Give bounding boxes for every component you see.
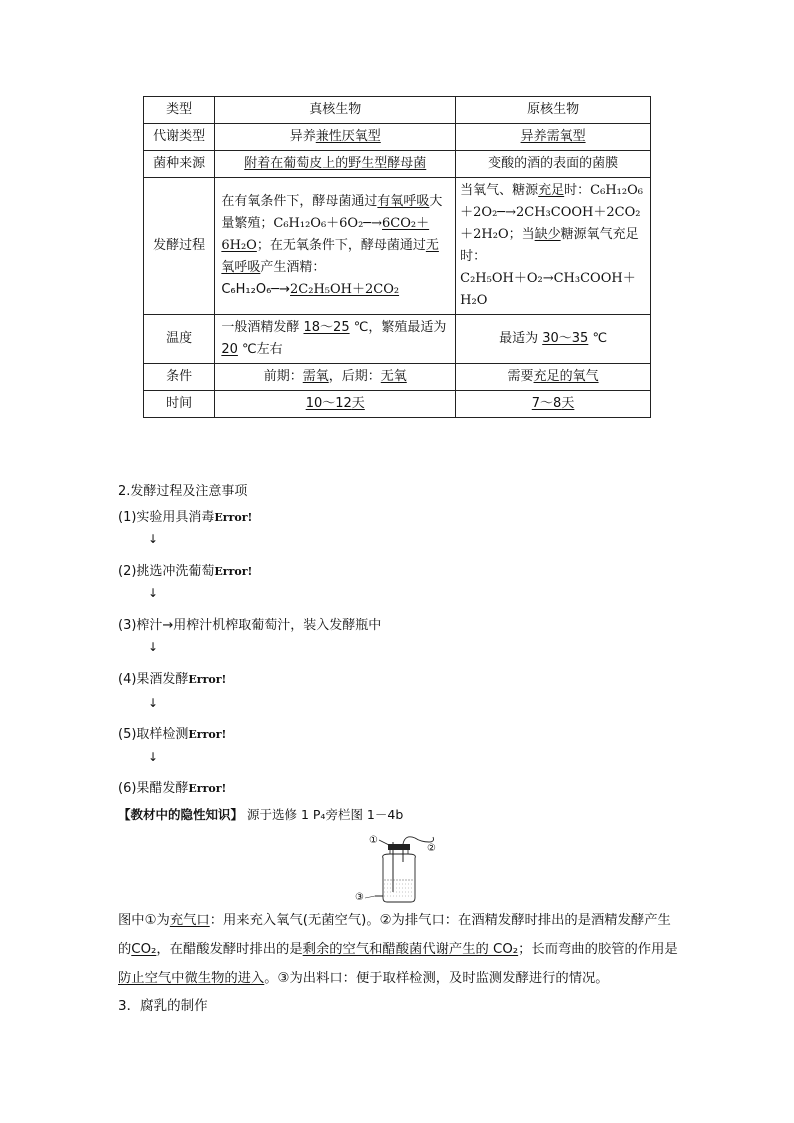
step-5: (5)取样检测Error! xyxy=(118,727,227,742)
table-header-row xyxy=(144,97,651,124)
cell-temperature-eu: 一般酒精发酵 18～25 ℃，繁殖最适为 20 ℃左右 xyxy=(215,315,456,364)
figure-label-2: ② xyxy=(427,843,436,854)
step-3: (3)榨汁→用榨汁机榨取葡萄汁，装入发酵瓶中 xyxy=(118,618,382,633)
section-3-title: 3．腐乳的制作 xyxy=(118,998,208,1014)
cell-source-pro: 变酸的酒的表面的菌膜 xyxy=(456,151,651,178)
row-label-time: 时间 xyxy=(144,391,215,418)
step-2: (2)挑选冲洗葡萄Error! xyxy=(118,564,253,579)
row-label-condition: 条件 xyxy=(144,364,215,391)
header-prokaryote: 原核生物 xyxy=(456,97,651,124)
cell-metabolism-pro: 异养需氧型 xyxy=(456,124,651,151)
row-label-metabolism: 代谢类型 xyxy=(144,124,215,151)
cell-condition-eu: 前期：需氧，后期：无氧 xyxy=(215,364,456,391)
table-row xyxy=(144,364,651,391)
cell-process-pro: 当氧气、糖源充足时：C₆H₁₂O₆＋2O₂─→2CH₃COOH＋2CO₂＋2H₂O；当缺少糖源氧气充足时： C₂H₅OH＋O₂→CH₃COOH＋H₂O xyxy=(456,178,651,315)
table-row xyxy=(144,151,651,178)
cell-time-pro: 7～8天 xyxy=(456,391,651,418)
row-label-temperature: 温度 xyxy=(144,315,215,364)
down-arrow-icon: ↓ xyxy=(148,696,159,710)
step-1: (1)实验用具消毒Error! xyxy=(118,510,253,525)
table-row xyxy=(144,124,651,151)
hidden-knowledge-heading: 【教材中的隐性知识】 源于选修 1 P₄旁栏图 1－4b xyxy=(118,807,404,822)
table-row xyxy=(144,178,651,315)
step-6: (6)果醋发酵Error! xyxy=(118,781,227,796)
row-label-source: 菌种来源 xyxy=(144,151,215,178)
header-type: 类型 xyxy=(144,97,215,124)
figure-label-3: ③ xyxy=(355,892,364,903)
comparison-table xyxy=(143,96,651,418)
down-arrow-icon: ↓ xyxy=(148,750,159,764)
cell-temperature-pro: 最适为 30～35 ℃ xyxy=(456,315,651,364)
table-row xyxy=(144,315,651,364)
figure-label-1: ① xyxy=(369,835,378,846)
cell-time-eu: 10～12天 xyxy=(215,391,456,418)
section-2-title: 2.发酵过程及注意事项 xyxy=(118,484,248,499)
down-arrow-icon: ↓ xyxy=(148,640,159,654)
down-arrow-icon: ↓ xyxy=(148,586,159,600)
down-arrow-icon: ↓ xyxy=(148,532,159,546)
table-row xyxy=(144,391,651,418)
fermentation-bottle-figure xyxy=(355,832,445,904)
figure-explanation: 图中①为充气口：用来充入氧气(无菌空气)。②为排气口：在酒精发酵时排出的是酒精发酵产生的CO₂，在醋酸发酵时排出的是剩余的空气和醋酸菌代谢产生的 CO₂；长而弯曲的胶管的作用是防止空气中微生物的进入。③为出料口：便于取样检测，及时监测发酵进行的情况。 xyxy=(118,913,678,986)
cell-condition-pro: 需要充足的氧气 xyxy=(456,364,651,391)
cell-metabolism-eu: 异养兼性厌氧型 xyxy=(215,124,456,151)
step-4: (4)果酒发酵Error! xyxy=(118,672,227,687)
cell-source-eu: 附着在葡萄皮上的野生型酵母菌 xyxy=(215,151,456,178)
header-eukaryote: 真核生物 xyxy=(215,97,456,124)
cell-process-eu: 在有氧条件下，酵母菌通过有氧呼吸大量繁殖；C₆H₁₂O₆＋6O₂─→6CO₂＋6H₂O；在无氧条件下，酵母菌通过无氧呼吸产生酒精：C₆H₁₂O₆─→2C₂H₅OH＋2CO₂ xyxy=(215,178,456,315)
row-label-process: 发酵过程 xyxy=(144,178,215,315)
